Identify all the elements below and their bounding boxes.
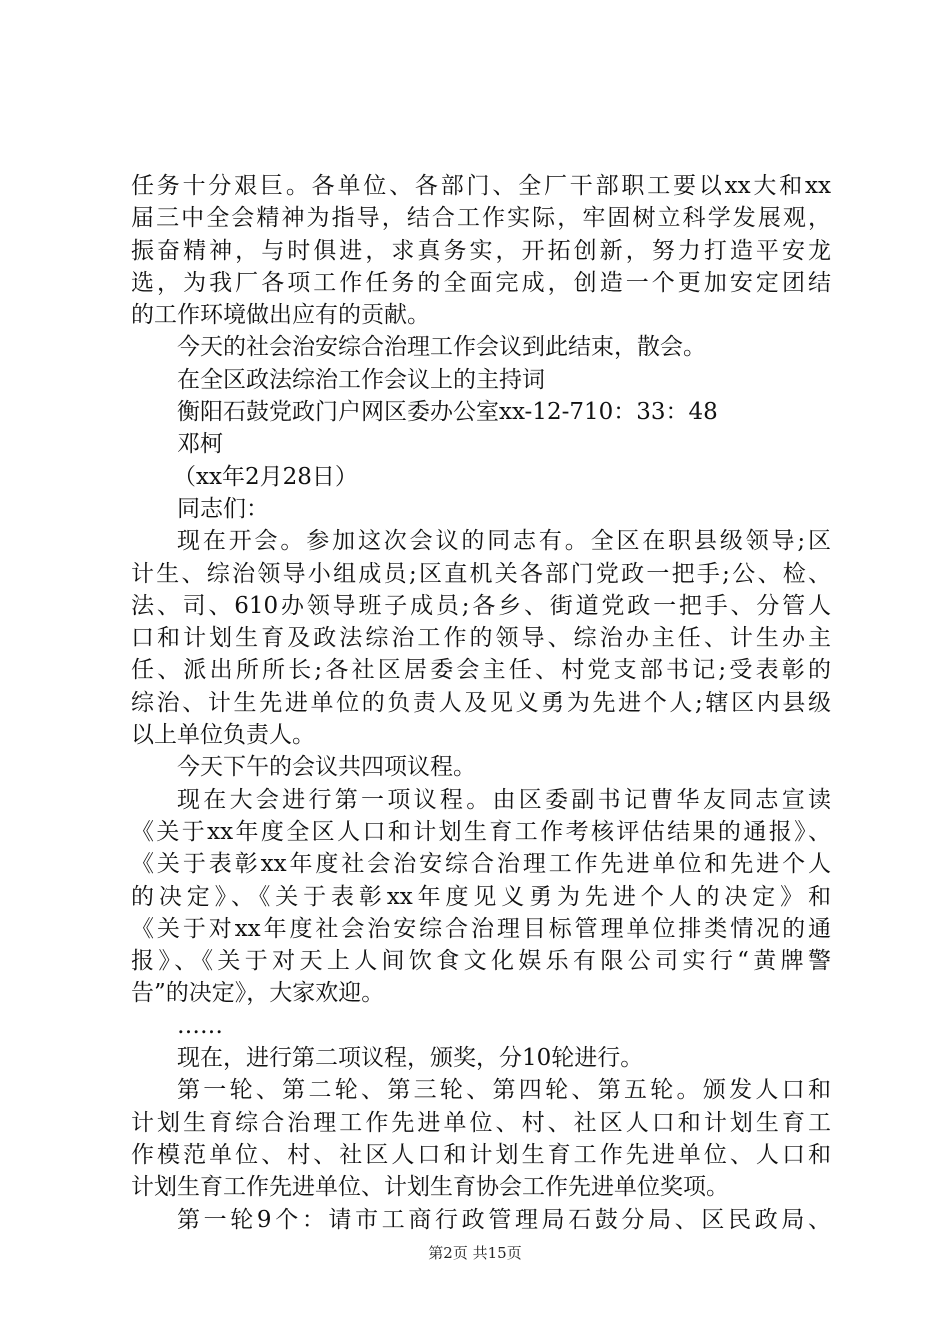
text-line: 口和计划生育及政法综治工作的领导、综治办主任、计生办主 <box>131 625 831 652</box>
text-line: 《关于对xx年度社会治安综合治理目标管理单位排类情况的通 <box>131 915 831 942</box>
text-line: 现在，进行第二项议程，颁奖，分10轮进行。 <box>177 1045 644 1072</box>
text-line: 作模范单位、村、社区人口和计划生育工作先进单位、人口和 <box>131 1141 831 1168</box>
page-number-footer: 第2页 共15页 <box>428 1244 522 1262</box>
ellipsis-line: …… <box>177 1012 223 1039</box>
text-line: 今天下午的会议共四项议程。 <box>177 754 476 781</box>
text-line: 振奋精神，与时俱进，求真务实，开拓创新，努力打造平安龙 <box>131 237 831 264</box>
text-line: 计划生育工作先进单位、计划生育协会工作先进单位奖项。 <box>131 1174 729 1201</box>
text-line: 任务十分艰巨。各单位、各部门、全厂干部职工要以xx大和xx <box>131 173 831 199</box>
section-title: 在全区政法综治工作会议上的主持词 <box>177 366 545 393</box>
text-line: 届三中全会精神为指导，结合工作实际，牢固树立科学发展观， <box>131 205 831 232</box>
text-line: 第一轮、第二轮、第三轮、第四轮、第五轮。颁发人口和 <box>177 1077 831 1104</box>
text-line: 任、派出所所长;各社区居委会主任、村党支部书记;受表彰的 <box>131 657 831 684</box>
date-line: （xx年2月28日） <box>173 463 358 490</box>
text-line: 《关于xx年度全区人口和计划生育工作考核评估结果的通报》、 <box>131 818 831 845</box>
text-line: 告”的决定》，大家欢迎。 <box>131 980 385 1007</box>
text-line: 《关于表彰xx年度社会治安综合治理工作先进单位和先进个人 <box>131 851 831 878</box>
author-line: 邓柯 <box>177 431 223 458</box>
text-line: 报》、《关于对天上人间饮食文化娱乐有限公司实行“黄牌警 <box>131 948 831 975</box>
text-line: 的决定》、《关于表彰xx年度见义勇为先进个人的决定》和 <box>131 883 831 910</box>
text-line: 计生、综治领导小组成员;区直机关各部门党政一把手;公、检、 <box>131 560 831 587</box>
text-line: 现在开会。参加这次会议的同志有。全区在职县级领导;区 <box>177 528 831 555</box>
text-line: 计划生育综合治理工作先进单位、村、社区人口和计划生育工 <box>131 1109 831 1136</box>
document-body <box>131 170 831 1236</box>
text-line: 法、司、610办领导班子成员;各乡、街道党政一把手、分管人 <box>131 592 831 619</box>
text-line: 的工作环境做出应有的贡献。 <box>131 302 430 329</box>
text-line: 第一轮9个：请市工商行政管理局石鼓分局、区民政局、 <box>177 1206 831 1233</box>
text-line: 综治、计生先进单位的负责人及见义勇为先进个人;辖区内县级 <box>131 689 831 716</box>
text-line: 选，为我厂各项工作任务的全面完成，创造一个更加安定团结 <box>131 269 831 296</box>
salutation-line: 同志们： <box>177 495 269 522</box>
text-line: 现在大会进行第一项议程。由区委副书记曹华友同志宣读 <box>177 786 831 813</box>
text-line: 以上单位负责人。 <box>131 722 315 749</box>
text-line: 今天的社会治安综合治理工作会议到此结束，散会。 <box>177 334 706 361</box>
source-line: 衡阳石鼓党政门户网区委办公室xx-12-710：33：48 <box>177 399 718 426</box>
